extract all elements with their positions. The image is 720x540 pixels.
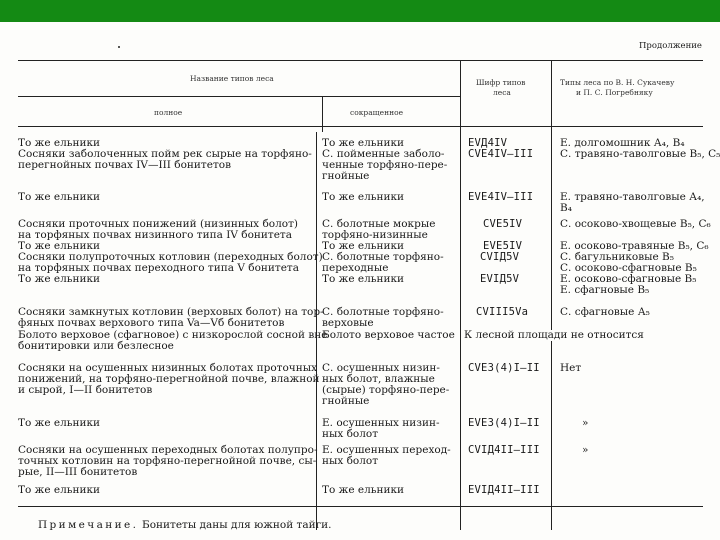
- row-code: CVE5IV: [483, 218, 523, 230]
- header-top-rule: [18, 60, 703, 61]
- row-short-text: То же ельники: [322, 240, 405, 252]
- row-full-text: Сосняки на осушенных переходных болотах полупро-: [18, 444, 318, 456]
- note-label: Примечание.: [38, 519, 139, 531]
- row-type-text: Е. сфагновые В₅: [560, 284, 650, 296]
- row-short-text: ных болот, влажные: [322, 373, 435, 385]
- row-full-text: и сырой, I—II бонитетов: [18, 384, 153, 396]
- row-type-text: Е. осоково-травяные B₅, C₆: [560, 240, 709, 252]
- row-full-text: Сосняки на осушенных низинных болотах проточных: [18, 362, 318, 374]
- header-name-group: Название типов леса: [190, 74, 274, 83]
- header-short: сокращенное: [350, 108, 404, 117]
- row-type-text: B₄: [560, 202, 572, 214]
- row-full-text: точных котловин на торфяно-перегнойной почве, сы-: [18, 455, 317, 467]
- row-full-text: фяных почвах верхового типа Va—Vб бонитетов: [18, 317, 285, 329]
- col-divider-type: [551, 60, 552, 530]
- row-code: CVIД5V: [480, 251, 520, 263]
- row-short-text: (сырые) торфяно-пере-: [322, 384, 450, 396]
- row-short-text: переходные: [322, 262, 389, 274]
- row-full-text: бонитировки или безлесное: [18, 340, 174, 352]
- row-type-text: С. сфагновые А₅: [560, 306, 650, 318]
- scan-speck: [118, 46, 120, 48]
- row-short-text: ченные торфяно-пере-: [322, 159, 448, 171]
- row-type-text: С. осоково-хвощевые B₅, C₆: [560, 218, 711, 230]
- row-code-span-note: К лесной площади не относится: [464, 330, 648, 341]
- row-full-text: То же ельники: [18, 417, 101, 429]
- scanned-table-page: [0, 22, 720, 540]
- row-code: CVIД4II—III: [468, 444, 540, 456]
- row-full-text: То же ельники: [18, 484, 101, 496]
- row-short-text: То же ельники: [322, 137, 405, 149]
- row-full-text: То же ельники: [18, 273, 101, 285]
- row-short-text: С. болотные торфяно-: [322, 251, 444, 263]
- slide-top-bar: [0, 0, 720, 22]
- row-full-text: понижений, на торфяно-перегнойной почве, влажной: [18, 373, 320, 385]
- continuation-label: Продолжение: [639, 41, 702, 51]
- row-full-text: на торфяных почвах низинного типа IV бонитета: [18, 229, 292, 241]
- row-code: EVIД4II—III: [468, 484, 540, 496]
- row-short-text: То же ельники: [322, 484, 405, 496]
- row-short-text: С. болотные торфяно-: [322, 306, 444, 318]
- header-code-2: леса: [493, 88, 511, 97]
- row-type-text: С. багульниковые В₅: [560, 251, 674, 263]
- header-type-1: Типы леса по В. Н. Сукачеву: [560, 78, 675, 87]
- row-code: EVE5IV: [483, 240, 523, 252]
- row-short-text: С. болотные мокрые: [322, 218, 436, 230]
- row-short-text: С. осушенных низин-: [322, 362, 440, 374]
- row-short-text: гнойные: [322, 170, 370, 182]
- row-code: EVД4IV: [468, 137, 508, 149]
- row-short-text: То же ельники: [322, 191, 405, 203]
- header-mid-rule: [18, 96, 460, 97]
- row-full-text: То же ельники: [18, 240, 101, 252]
- note-text: Бонитеты даны для южной тайги.: [142, 519, 332, 531]
- row-short-text: торфяно-низинные: [322, 229, 428, 241]
- row-type-text: Е. травяно-таволговые А₄,: [560, 191, 705, 203]
- row-short-text: Е. осушенных переход-: [322, 444, 451, 456]
- table-bottom-rule: [18, 506, 703, 507]
- row-short-text: То же ельники: [322, 273, 405, 285]
- row-full-text: Сосняки замкнутых котловин (верховых болот) на тор-: [18, 306, 324, 318]
- header-bottom-rule: [18, 126, 703, 127]
- row-type-text: С. травяно-таволговые B₅, C₅: [560, 148, 720, 160]
- row-code: EVIД5V: [480, 273, 520, 285]
- col-divider-code: [460, 60, 461, 530]
- row-full-text: рые, II—III бонитетов: [18, 466, 138, 478]
- row-full-text: То же ельники: [18, 191, 101, 203]
- row-code: EVE3(4)I—II: [468, 417, 540, 429]
- row-short-text: С. пойменные заболо-: [322, 148, 445, 160]
- row-type-text: »: [582, 444, 589, 456]
- row-short-text: верховые: [322, 317, 374, 329]
- row-code: CVIII5Va: [476, 306, 529, 318]
- row-full-text: Сосняки заболоченных пойм рек сырые на торфяно-: [18, 148, 312, 160]
- row-full-text: Сосняки проточных понижений (низинных болот): [18, 218, 298, 230]
- row-full-text: Сосняки полупроточных котловин (переходных болот): [18, 251, 323, 263]
- row-short-text: ных болот: [322, 428, 379, 440]
- row-short-text: ных болот: [322, 455, 379, 467]
- row-code: CVE3(4)I—II: [468, 362, 540, 374]
- row-short-text: Е. осушенных низин-: [322, 417, 440, 429]
- header-full: полное: [154, 108, 183, 117]
- row-full-text: перегнойных почвах IV—III бонитетов: [18, 159, 231, 171]
- row-full-text: на торфяных почвах переходного типа V бонитета: [18, 262, 299, 274]
- row-type-text: »: [582, 417, 589, 429]
- row-code: CVE4IV—III: [468, 148, 534, 160]
- row-type-text: Е. осоково-сфагновые В₅: [560, 273, 697, 285]
- row-code: EVE4IV—III: [468, 191, 534, 203]
- header-code-1: Шифр типов: [476, 78, 526, 87]
- row-full-text: То же ельники: [18, 137, 101, 149]
- row-full-text: Болото верховое (сфагновое) с низкорослой сосной вне: [18, 329, 328, 341]
- row-type-text: Е. долгомошник А₄, В₄: [560, 137, 685, 149]
- row-type-text: С. осоково-сфагновые В₅: [560, 262, 697, 274]
- header-type-2: и П. С. Погребняку: [576, 88, 653, 97]
- row-type-text: Нет: [560, 362, 582, 374]
- row-short-text: Болото верховое частое: [322, 329, 455, 341]
- row-short-text: гнойные: [322, 395, 370, 407]
